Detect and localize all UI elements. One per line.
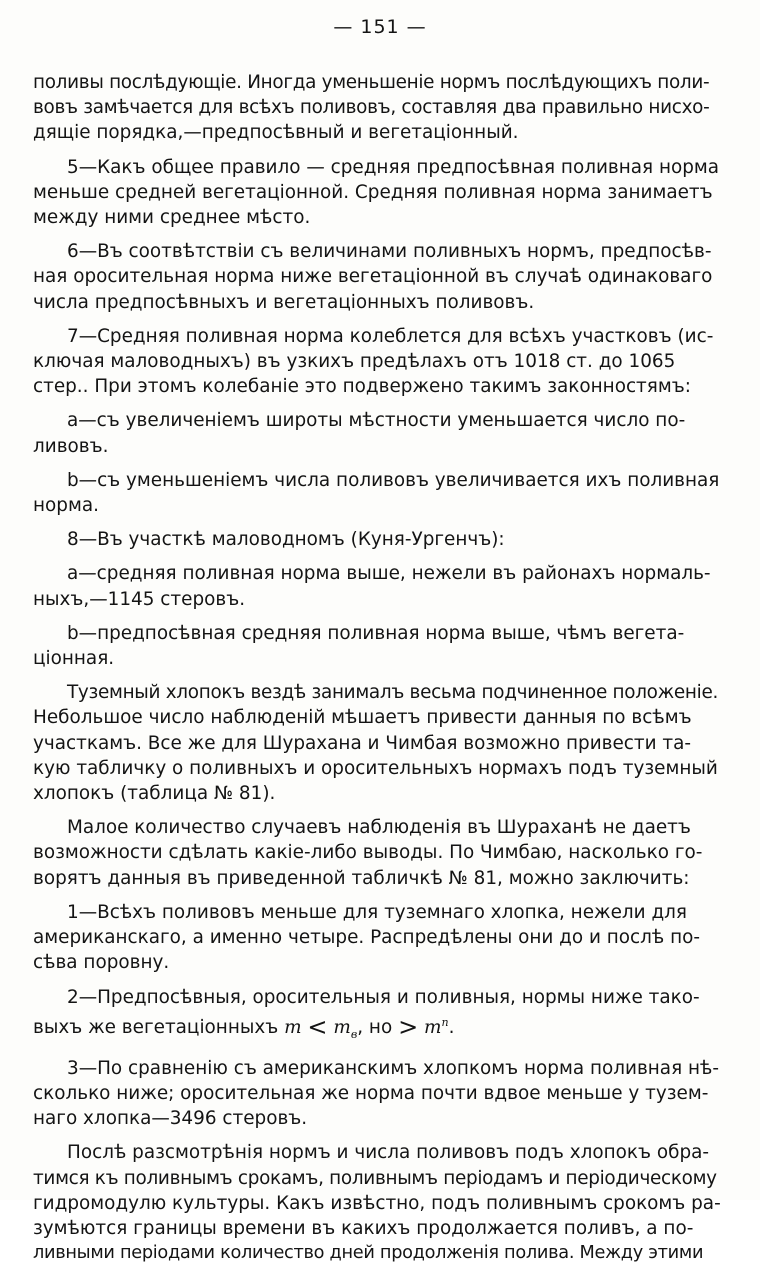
text-line: ціонная.	[33, 648, 115, 670]
paragraph-7b	[33, 468, 723, 518]
math-variable: m	[284, 1016, 302, 1038]
text-line: 2—Предпосѣвныя, оросительныя и поливныя, нормы ниже тако-	[67, 986, 700, 1008]
paragraph-8a	[33, 561, 723, 611]
math-line-suffix: .	[448, 1016, 455, 1038]
text-line: между ними среднее мѣсто.	[33, 207, 311, 229]
text-line: 6—Въ соотвѣтствіи съ величинами поливныхъ нормъ, предпосѣв-	[67, 241, 712, 263]
text-line: Малое количество случаевъ наблюденія въ Шураханѣ не даетъ	[67, 817, 691, 839]
text-line: Послѣ разсмотрѣнія нормъ и числа поливовъ подъ хлопокъ обра-	[67, 1142, 710, 1164]
paragraph-7	[33, 324, 723, 400]
text-line: b—съ уменьшеніемъ числа поливовъ увеличивается ихъ поливная	[67, 469, 720, 491]
paragraph-conclusion-3	[33, 1056, 723, 1132]
text-line: американскаго, а именно четыре. Распредѣлены они до и послѣ по-	[33, 927, 701, 949]
text-line: дящіе порядка,—предпосѣвный и вегетаціонный.	[33, 122, 519, 144]
math-subscript: в	[350, 1027, 358, 1041]
text-line: возможности сдѣлать какіе-либо выводы. По Чимбаю, насколько го-	[33, 842, 703, 864]
greater-than-symbol: >	[398, 1012, 419, 1041]
paragraph-8	[33, 527, 723, 552]
text-line: 7—Средняя поливная норма колеблется для всѣхъ участковъ (ис-	[67, 325, 714, 347]
paragraph-6	[33, 239, 723, 315]
text-line: меньше средней вегетаціонной. Средняя поливная норма занимаетъ	[33, 181, 713, 203]
paragraph-irrigation-terms	[33, 1140, 723, 1266]
body-text	[33, 70, 723, 1275]
text-line: стер.. При этомъ колебаніе это подвержено такимъ законностямъ:	[33, 376, 691, 398]
text-line: ключая маловодныхъ) въ узкихъ предѣлахъ отъ 1018 ст. до 1065	[33, 351, 676, 373]
text-line: вовъ замѣчается для всѣхъ поливовъ, составляя два правильно нисхо-	[33, 97, 710, 119]
page-number: — 151 —	[333, 16, 427, 38]
paragraph-8b	[33, 621, 723, 671]
math-variable: m	[424, 1016, 442, 1038]
text-line: ливными періодами количество дней продолженія полива. Между этими	[33, 1243, 704, 1264]
text-line: сѣва поровну.	[33, 952, 170, 974]
paragraph-observations	[33, 815, 723, 891]
paragraph-native-cotton	[33, 680, 723, 806]
text-line: а—средняя поливная норма выше, нежели въ районахъ нормаль-	[67, 563, 711, 585]
text-line: участкамъ. Все же для Шурахана и Чимбая возможно привести та-	[33, 732, 692, 754]
text-line: 3—По сравненію съ американскимъ хлопкомъ норма поливная нѣ-	[67, 1057, 719, 1079]
text-line: ныхъ,—1145 стеровъ.	[33, 588, 246, 610]
text-line: b—предпосѣвная средняя поливная норма выше, чѣмъ вегета-	[67, 622, 685, 644]
text-line: тимся къ поливнымъ срокамъ, поливнымъ періодамъ и періодическому	[33, 1167, 717, 1189]
paragraph-conclusion-1	[33, 900, 723, 976]
text-line: норма.	[33, 495, 99, 517]
math-superscript: п	[441, 1015, 449, 1029]
paragraph-conclusion-2	[33, 985, 723, 1047]
text-line: зумѣются границы времени въ какихъ продолжается поливъ, а по-	[33, 1217, 694, 1239]
math-text-line	[33, 1010, 723, 1047]
text-line: наго хлопка—3496 стеровъ.	[33, 1108, 308, 1130]
math-variable: m	[333, 1016, 351, 1038]
text-line: кую табличку о поливныхъ и оросительныхъ нормахъ подъ туземный	[33, 757, 718, 779]
paragraph-7a	[33, 408, 723, 458]
paragraph-continuation	[33, 70, 723, 146]
text-line: Небольшое число наблюденій мѣшаетъ привести данныя по всѣмъ	[33, 707, 692, 729]
paragraph-5	[33, 155, 723, 231]
less-than-symbol: <	[307, 1012, 328, 1041]
text-line: 8—Въ участкѣ маловодномъ (Куня-Ургенчъ):	[67, 529, 505, 551]
text-line: поливы послѣдующіе. Иногда уменьшеніе нормъ послѣдующихъ поли-	[33, 72, 710, 93]
text-line: 5—Какъ общее правило — средняя предпосѣвная поливная норма	[67, 156, 720, 178]
text-line: хлопокъ (таблица № 81).	[33, 783, 276, 805]
text-line: гидромодулю культуры. Какъ извѣстно, подъ поливнымъ срокомъ ра-	[33, 1192, 721, 1214]
text-line: ворятъ данныя въ приведенной табличкѣ № 81, можно заключить:	[33, 867, 690, 889]
text-line: ливовъ.	[33, 435, 109, 457]
text-line: ная оросительная норма ниже вегетаціонной въ случаѣ одинаковаго	[33, 266, 713, 288]
math-line-middle: , но	[357, 1016, 399, 1038]
text-line: сколько ниже; оросительная же норма почти вдвое меньше у тузем-	[33, 1082, 709, 1104]
text-line: а—съ увеличеніемъ широты мѣстности уменьшается число по-	[67, 410, 686, 432]
text-line: Туземный хлопокъ вездѣ занималъ весьма подчиненное положеніе.	[67, 682, 719, 704]
math-line-prefix: выхъ же вегетаціонныхъ	[33, 1016, 285, 1038]
text-line: 1—Всѣхъ поливовъ меньше для туземнаго хлопка, нежели для	[67, 901, 687, 923]
text-line: числа предпосѣвныхъ и вегетаціонныхъ поливовъ.	[33, 291, 535, 313]
